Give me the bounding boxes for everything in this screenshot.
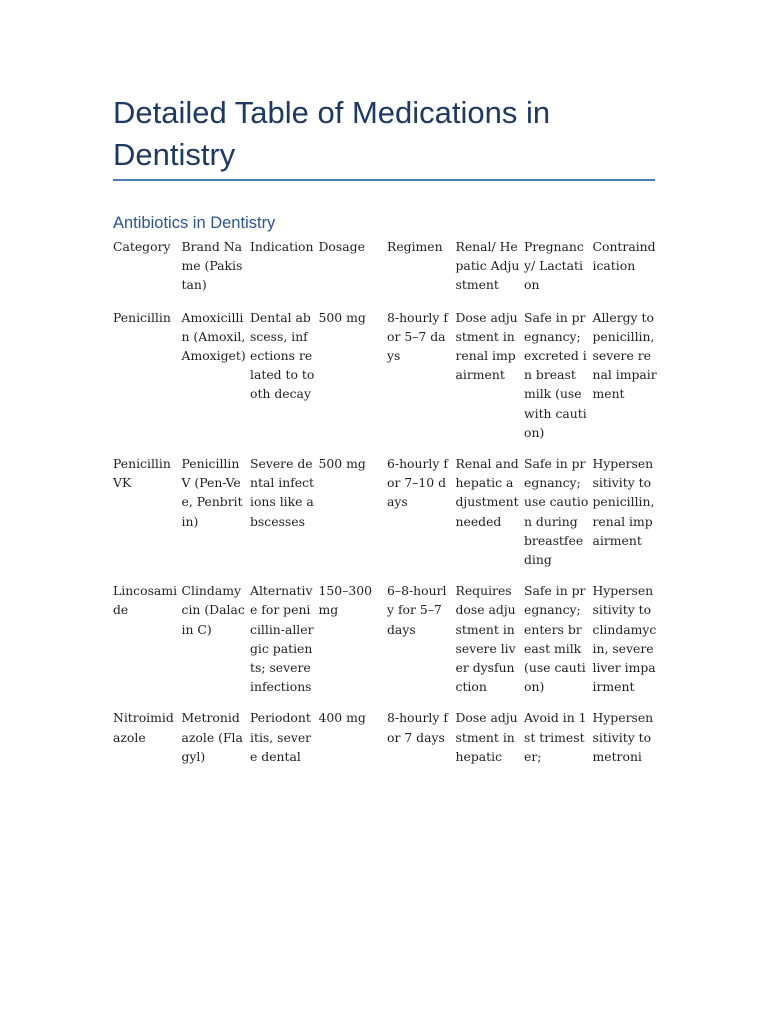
- header-category: Category: [113, 239, 171, 254]
- title-underline-divider: [113, 179, 655, 181]
- cell-category: Penicillin VK: [113, 456, 171, 491]
- table-body: [111, 308, 659, 778]
- table-row: [111, 308, 659, 454]
- cell-indication: Severe dental infections like abscesses: [250, 456, 315, 529]
- cell-dosage: 500 mg: [318, 456, 366, 472]
- section-heading-antibiotics: Antibiotics in Dentistry: [113, 214, 276, 232]
- cell-renal-hepatic: Renal and hepatic adjustment needed: [455, 456, 519, 529]
- cell-pregnancy: Avoid in 1st trimester;: [524, 710, 587, 764]
- cell-regimen: 6-hourly for 7–10 days: [387, 456, 448, 510]
- cell-brand: Amoxicillin (Amoxil, Amoxiget): [181, 309, 246, 364]
- table-row: [111, 708, 659, 778]
- cell-renal-hepatic: Dose adjustment in renal impairment: [455, 309, 518, 383]
- table-row: [111, 581, 659, 708]
- cell-category: Lincosamide: [113, 583, 178, 618]
- cell-contraindication: Hypersensitivity to metroni: [592, 710, 654, 764]
- header-brand-name: Brand Name (Pakistan): [181, 239, 243, 293]
- header-indication: Indication: [250, 239, 314, 254]
- cell-category: Penicillin: [113, 309, 171, 325]
- cell-contraindication: Hypersensitivity to clindamycin, severe liver impairment: [592, 583, 657, 695]
- cell-brand: Penicillin V (Pen-Vee, Penbritin): [181, 456, 243, 529]
- cell-contraindication: Allergy to penicillin, severe renal impairment: [592, 309, 657, 402]
- cell-category: Nitroimidazole: [113, 710, 174, 745]
- header-renal-hepatic: Renal/ Hepatic Adjustment: [455, 239, 520, 293]
- cell-pregnancy: Safe in pregnancy; enters breast milk (use caution): [524, 583, 586, 695]
- cell-indication: Alternative for penicillin-allergic patients; severe infections: [250, 583, 314, 695]
- cell-pregnancy: Safe in pregnancy; use caution during breastfeeding: [524, 456, 589, 568]
- cell-indication: Dental abscess, infections related to tooth decay: [250, 309, 315, 402]
- table-row: [111, 454, 659, 581]
- table-header-row: [111, 237, 659, 308]
- cell-dosage: 500 mg: [318, 309, 366, 325]
- document-title: Detailed Table of Medications in Dentistry: [113, 95, 551, 172]
- cell-regimen: 6–8-hourly for 5–7 days: [387, 583, 447, 637]
- cell-renal-hepatic: Requires dose adjustment in severe liver dysfunction: [455, 583, 516, 695]
- medications-table: [111, 237, 659, 778]
- header-dosage: Dosage: [318, 239, 365, 254]
- table-header: [111, 237, 659, 308]
- cell-indication: Periodontitis, severe dental: [250, 710, 312, 764]
- cell-dosage: 150–300 mg: [318, 583, 372, 618]
- cell-regimen: 8-hourly for 7 days: [387, 710, 448, 745]
- cell-dosage: 400 mg: [318, 710, 366, 726]
- cell-regimen: 8-hourly for 5–7 days: [387, 309, 448, 364]
- cell-renal-hepatic: Dose adjustment in hepatic: [455, 710, 518, 764]
- header-contraindication: Contraindication: [592, 239, 656, 274]
- cell-contraindication: Hypersensitivity to penicillin, renal impairment: [592, 456, 655, 548]
- header-pregnancy-lactation: Pregnancy/ Lactation: [524, 239, 584, 293]
- header-regimen: Regimen: [387, 239, 443, 254]
- cell-brand: Metronidazole (Flagyl): [181, 710, 243, 764]
- cell-pregnancy: Safe in pregnancy; excreted in breast milk (use with caution): [524, 309, 587, 440]
- cell-brand: Clindamycin (Dalacin C): [181, 583, 245, 637]
